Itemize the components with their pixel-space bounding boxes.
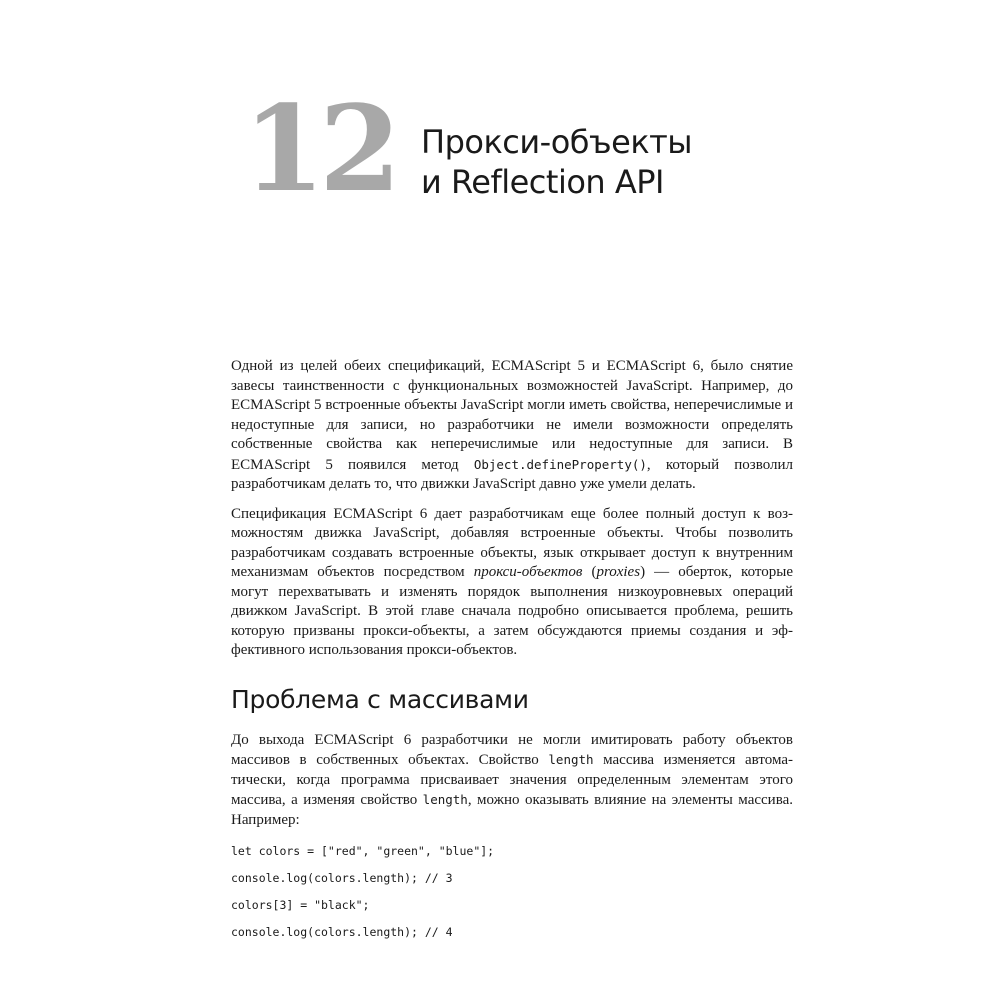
inline-code: length xyxy=(422,792,468,807)
chapter-title xyxy=(421,122,692,202)
code-block xyxy=(231,844,793,939)
paragraph-arrays xyxy=(231,731,793,831)
paragraph-text: ) — оберток, которые могут перехватывать и изменять порядок выполнения низкоуровневых операций движком JavaScript. В этой главе сначала подробно описывается проблема, решить которую призваны прокси-объекты, а затем обсуждаются приемы создания и эффективного использования прокси-объектов. xyxy=(231,564,793,658)
paragraph-text: , который позволил разработчикам делать то, что движки JavaScript давно уже умели делать. xyxy=(231,456,793,492)
paragraph-intro xyxy=(231,357,793,495)
chapter-title-line-1: Прокси-объекты xyxy=(421,123,693,161)
paragraph-text: ( xyxy=(582,564,597,580)
emphasis-term: прокси-объектов xyxy=(473,564,583,580)
code-line: console.log(colors.length); // 3 xyxy=(231,871,453,885)
code-line: colors[3] = "black"; xyxy=(231,898,370,912)
chapter-title-line-2: и Reflection API xyxy=(421,163,664,201)
chapter-number: 12 xyxy=(243,79,396,218)
section-heading: Проблема с массивами xyxy=(231,684,529,714)
page-body xyxy=(231,357,793,952)
paragraph-text: Спецификация ECMAScript 6 дает разработчикам еще более полный доступ к возможностям движка JavaScript, добавляя встроенные объекты. Чтобы позволить разработчикам создавать встроенные объекты, язык открывает доступ к внутренним механизмам объектов посредством xyxy=(231,505,793,580)
paragraph-text: массива изменяется автоматически, когда программа присваивает значения определенным элементам этого массива, а изменяя свойство xyxy=(231,752,793,808)
code-line: console.log(colors.length); // 4 xyxy=(231,925,453,939)
emphasis-term: proxies xyxy=(596,564,641,580)
paragraph-es6-proxies xyxy=(231,505,793,661)
inline-code: length xyxy=(548,752,594,767)
paragraph-text: , можно оказывать влияние на элементы массива. Например: xyxy=(231,792,793,828)
paragraph-text: Одной из целей обеих спецификаций, ECMAScript 5 и ECMAScript 6, было снятие завесы таинственности с функциональных возможностей JavaScript. Например, до ECMAScript 5 встроенные объекты JavaScript могли иметь свойства, неперечислимые и недоступные для записи, но разработчики не имели возможности определять собственные свойства как неперечислимые или недоступные для записи. В ECMAScript 5 появился метод xyxy=(231,358,793,473)
paragraph-text: До выхода ECMAScript 6 разработчики не могли имитировать работу объектов массивов в собственных объектах. Свойство xyxy=(231,731,793,768)
code-line: let colors = ["red", "green", "blue"]; xyxy=(231,844,495,858)
inline-code: Object.defineProperty() xyxy=(473,456,647,472)
